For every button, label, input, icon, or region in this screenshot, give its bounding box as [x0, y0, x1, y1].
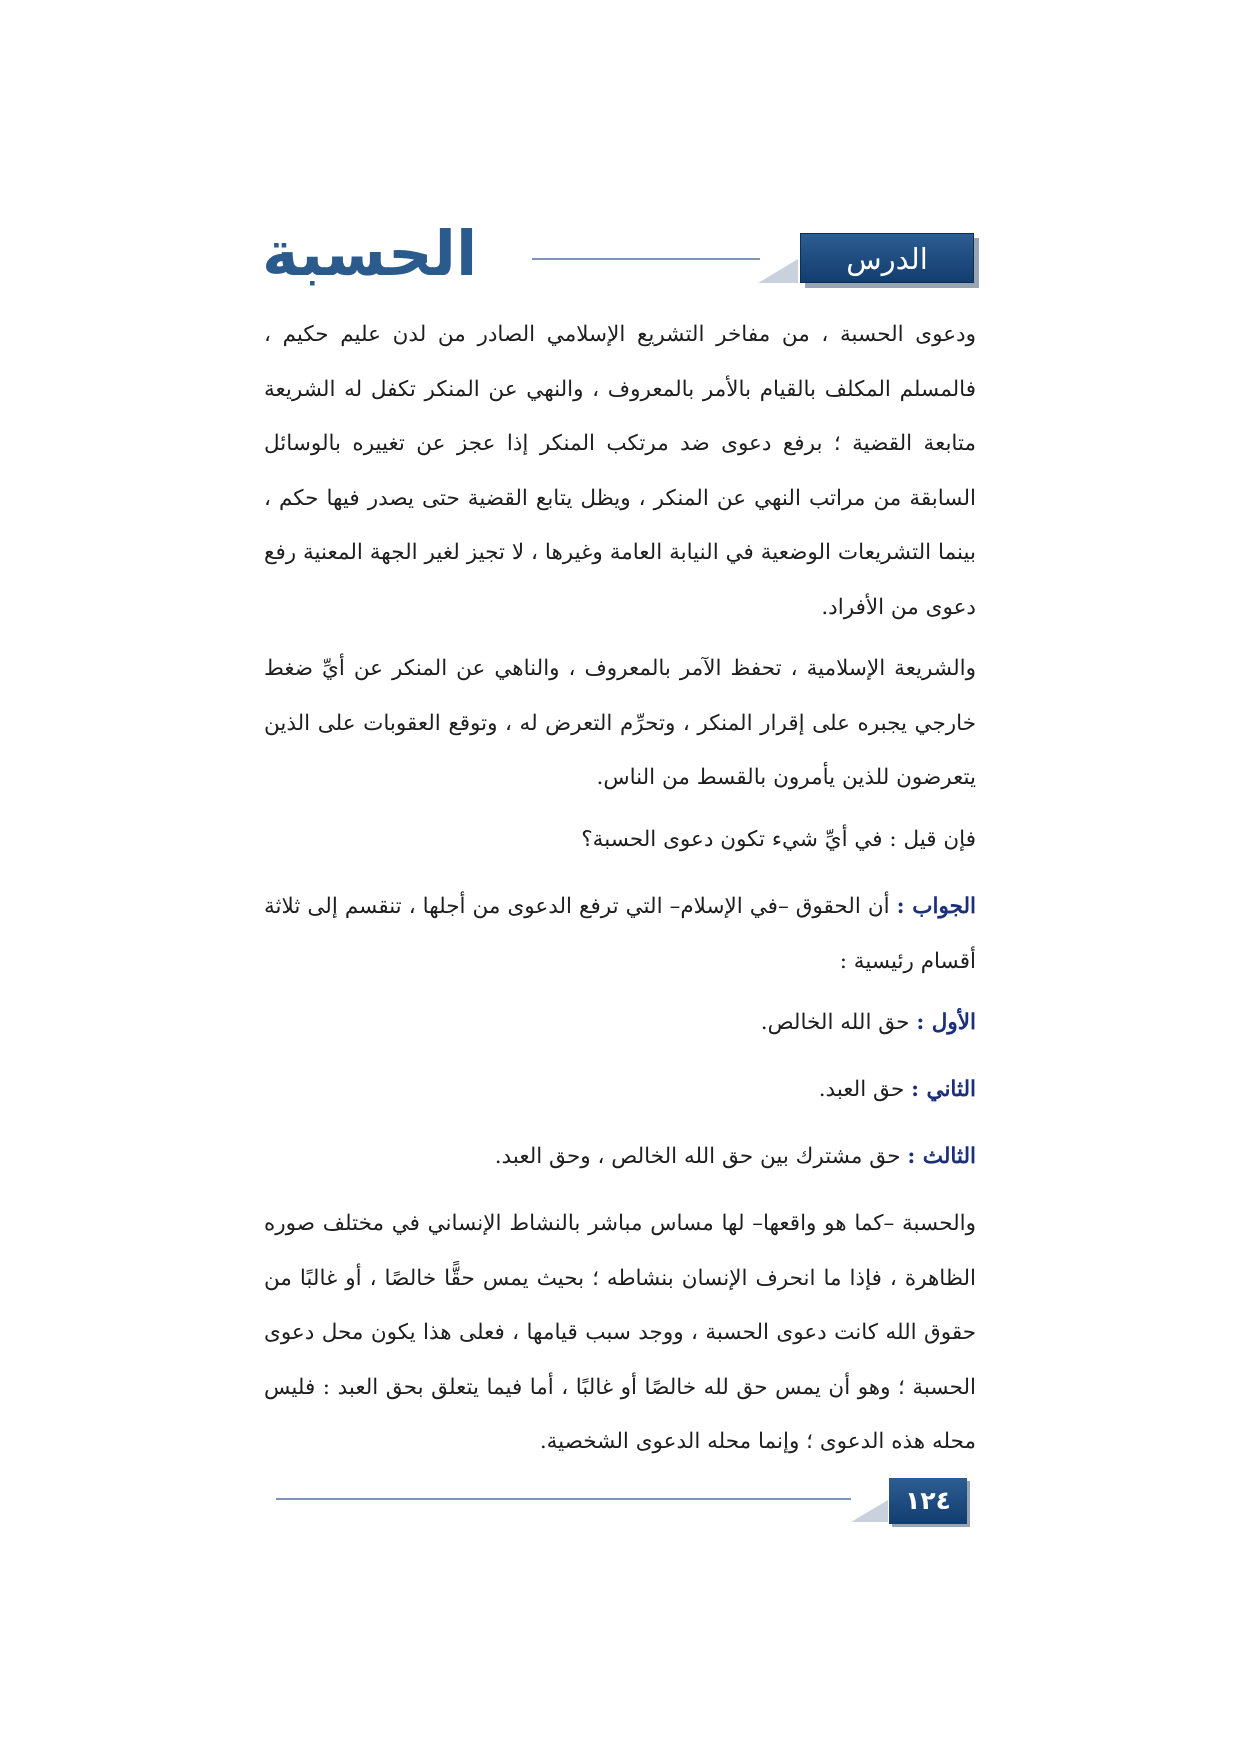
page-body [264, 308, 976, 1477]
header-wedge-decoration [758, 259, 798, 283]
footer-divider-line [276, 1498, 851, 1500]
answer-text: أن الحقوق –في الإسلام– التي ترفع الدعوى من أجلها ، تنقسم إلى ثلاثة أقسام رئيسية : [264, 894, 976, 974]
list-item-second [264, 1063, 976, 1117]
page-number: ١٢٤ [889, 1478, 967, 1524]
page-header [262, 217, 974, 326]
paragraph-intro: ودعوى الحسبة ، من مفاخر التشريع الإسلامي الصادر من لدن عليم حكيم ، فالمسلم المكلف بالقيام بالأمر بالمعروف ، والنهي عن المنكر تكفل له الشريعة متابعة القضية ؛ برفع دعوى ضد مرتكب المنكر إذا عجز عن تغييره بالوسائل السابقة من مراتب النهي عن المنكر ، ويظل يتابع القضية حتى يصدر فيها حكم ، بينما التشريعات الوضعية في النيابة العامة وغيرها ، لا تجيز لغير الجهة المعنية رفع دعوى من الأفراد. [264, 322, 976, 620]
page-footer [276, 1478, 967, 1524]
answer-label: الجواب : [896, 894, 976, 919]
item-label: الثاني : [911, 1077, 976, 1102]
item-label: الثالث : [907, 1144, 976, 1169]
footer-wedge-decoration [851, 1500, 888, 1522]
list-item-first [264, 996, 976, 1050]
paragraph-protection: والشريعة الإسلامية ، تحفظ الآمر بالمعروف ، والناهي عن المنكر عن أيِّ ضغط خارجي يجبره على إقرار المنكر ، وتحرِّم التعرض له ، وتوقع العقوبات على الذين يتعرضون للذين يأمرون بالقسط من الناس. [264, 656, 976, 790]
list-item-third [264, 1130, 976, 1184]
lesson-badge: الدرس السادس [800, 233, 974, 283]
header-divider-line [532, 258, 760, 260]
item-text: حق العبد. [818, 1077, 905, 1102]
paragraph-closing: والحسبة –كما هو واقعها– لها مساس مباشر بالنشاط الإنساني في مختلف صوره الظاهرة ، فإذا ما انحرف الإنسان بنشاطه ؛ بحيث يمس حقًّا خالصًا ، أو غالبًا من حقوق الله كانت دعوى الحسبة ، ووجد سبب قيامها ، فعلى هذا يكون محل دعوى الحسبة ؛ وهو أن يمس حق لله خالصًا أو غالبًا ، أما فيما يتعلق بحق العبد : فليس محله هذه الدعوى ؛ وإنما محله الدعوى الشخصية. [264, 1211, 976, 1454]
answer-paragraph [264, 880, 976, 989]
item-label: الأول : [916, 1010, 976, 1035]
item-text: حق مشترك بين حق الله الخالص ، وحق العبد. [494, 1144, 901, 1169]
item-text: حق الله الخالص. [760, 1010, 910, 1035]
chapter-title: الحسبة [262, 217, 478, 290]
question-line: فإن قيل : في أيِّ شيء تكون دعوى الحسبة؟ [581, 826, 976, 852]
